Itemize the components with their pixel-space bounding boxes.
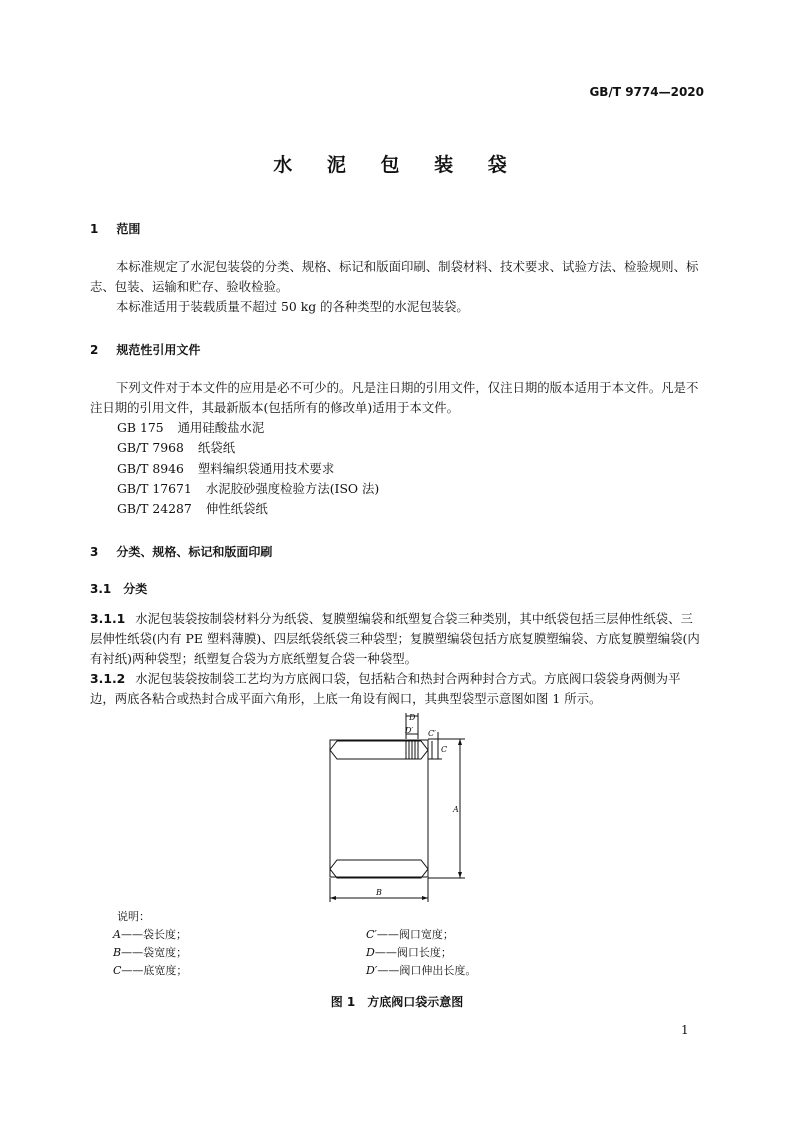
legend-item [366, 926, 454, 942]
reference-code: GB/T 24287 [117, 501, 192, 516]
document-title: 水 泥 包 装 袋 [273, 154, 521, 176]
reference-item [117, 438, 235, 458]
section-2-number: 2 [90, 343, 99, 357]
bag-body-outline [330, 740, 428, 877]
reference-item [117, 479, 379, 499]
reference-code: GB/T 7968 [117, 440, 184, 455]
label-D: D [409, 713, 416, 722]
legend-symbol: B [113, 946, 122, 959]
legend-item [113, 962, 187, 978]
section-1-title: 范围 [116, 222, 141, 236]
clause-3-1-1 [90, 609, 705, 669]
legend-symbol: D′ [366, 964, 378, 977]
section-2-paragraph: 下列文件对于本文件的应用是必不可少的。凡是注日期的引用文件，仅注日期的版本适用于本文件。凡是不注日期的引用文件，其最新版本(包括所有的修改单)适用于本文件。 [90, 380, 699, 415]
reference-title: 伸性纸袋纸 [205, 501, 268, 516]
reference-code: GB/T 8946 [117, 461, 184, 476]
clause-3-1-2-text: 水泥包装袋按制袋工艺均为方底阀口袋，包括粘合和热封合两种封合方式。方底阀口袋袋身两侧为平边，两底各粘合或热封合成平面六角形，上底一角设有阀口，其典型袋型示意图如图 1 所示。 [90, 671, 681, 706]
legend-text: ——底宽度； [121, 964, 188, 977]
legend-text: ——阀口长度； [374, 946, 452, 959]
figure-caption: 图 1 方底阀口袋示意图 [330, 995, 464, 1009]
clause-3-1-1-text: 水泥包装袋按制袋材料分为纸袋、复膜塑编袋和纸塑复合袋三种类别，其中纸袋包括三层伸性纸袋、三层伸性纸袋(内有 PE 塑料薄膜)、四层纸袋纸袋三种袋型；复膜塑编袋包括方底复膜塑编袋、方底复膜塑编袋(内有衬纸)两种袋型；纸塑复合袋为方底纸塑复合袋一种袋型。 [90, 611, 700, 666]
reference-code: GB 175 [117, 420, 164, 435]
clause-3-1-1-number: 3.1.1 [90, 611, 126, 626]
legend-item [366, 962, 476, 978]
clause-3-1-2-number: 3.1.2 [90, 671, 126, 686]
valve-bag-diagram [320, 712, 480, 907]
reference-code: GB/T 17671 [117, 481, 192, 496]
reference-item [117, 459, 334, 479]
label-C-prime: C′ [428, 729, 436, 738]
reference-item [117, 418, 264, 438]
section-1-heading [90, 220, 140, 237]
legend-text: ——阀口宽度； [376, 928, 454, 941]
label-B: B [376, 888, 382, 897]
section-3-title: 分类、规格、标记和版面印刷 [116, 545, 273, 559]
section-1-number: 1 [90, 222, 99, 236]
legend-text: ——袋宽度； [121, 946, 188, 959]
label-C: C [441, 745, 448, 754]
label-D-prime: D′ [405, 726, 414, 735]
bottom-hexagon [330, 860, 428, 878]
reference-title: 通用硅酸盐水泥 [177, 420, 265, 435]
legend-text: ——阀口伸出长度。 [377, 964, 477, 977]
legend-symbol: D [366, 946, 375, 959]
legend-symbol: A [113, 928, 121, 941]
section-2-heading [90, 341, 200, 358]
subsection-3-1-number: 3.1 [90, 582, 112, 596]
legend-text: ——袋长度； [120, 928, 187, 941]
legend-item [366, 944, 452, 960]
section-1-paragraph-2: 本标准适用于装载质量不超过 50 kg 的各种类型的水泥包装袋。 [116, 299, 469, 314]
legend-symbol: C′ [366, 928, 377, 941]
legend-title: 说明： [117, 910, 150, 923]
legend-symbol: C [113, 964, 122, 977]
reference-title: 水泥胶砂强度检验方法(ISO 法) [205, 481, 380, 496]
reference-title: 纸袋纸 [197, 440, 236, 455]
standard-number: GB/T 9774—2020 [589, 85, 704, 99]
section-3-number: 3 [90, 545, 99, 559]
section-1-paragraph-1: 本标准规定了水泥包装袋的分类、规格、标记和版面印刷、制袋材料、技术要求、试验方法、检验规则、标志、包装、运输和贮存、验收检验。 [90, 259, 699, 294]
section-2-title: 规范性引用文件 [116, 343, 201, 357]
label-A: A [453, 805, 459, 814]
legend-item [113, 926, 187, 942]
clause-3-1-2 [90, 669, 705, 709]
subsection-3-1-title: 分类 [123, 582, 148, 596]
legend-item [113, 944, 187, 960]
page-number: 1 [681, 1023, 689, 1037]
subsection-3-1-heading [90, 580, 147, 597]
reference-title: 塑料编织袋通用技术要求 [197, 461, 335, 476]
section-3-heading [90, 543, 272, 560]
top-hexagon [330, 741, 428, 759]
reference-item [117, 499, 268, 519]
